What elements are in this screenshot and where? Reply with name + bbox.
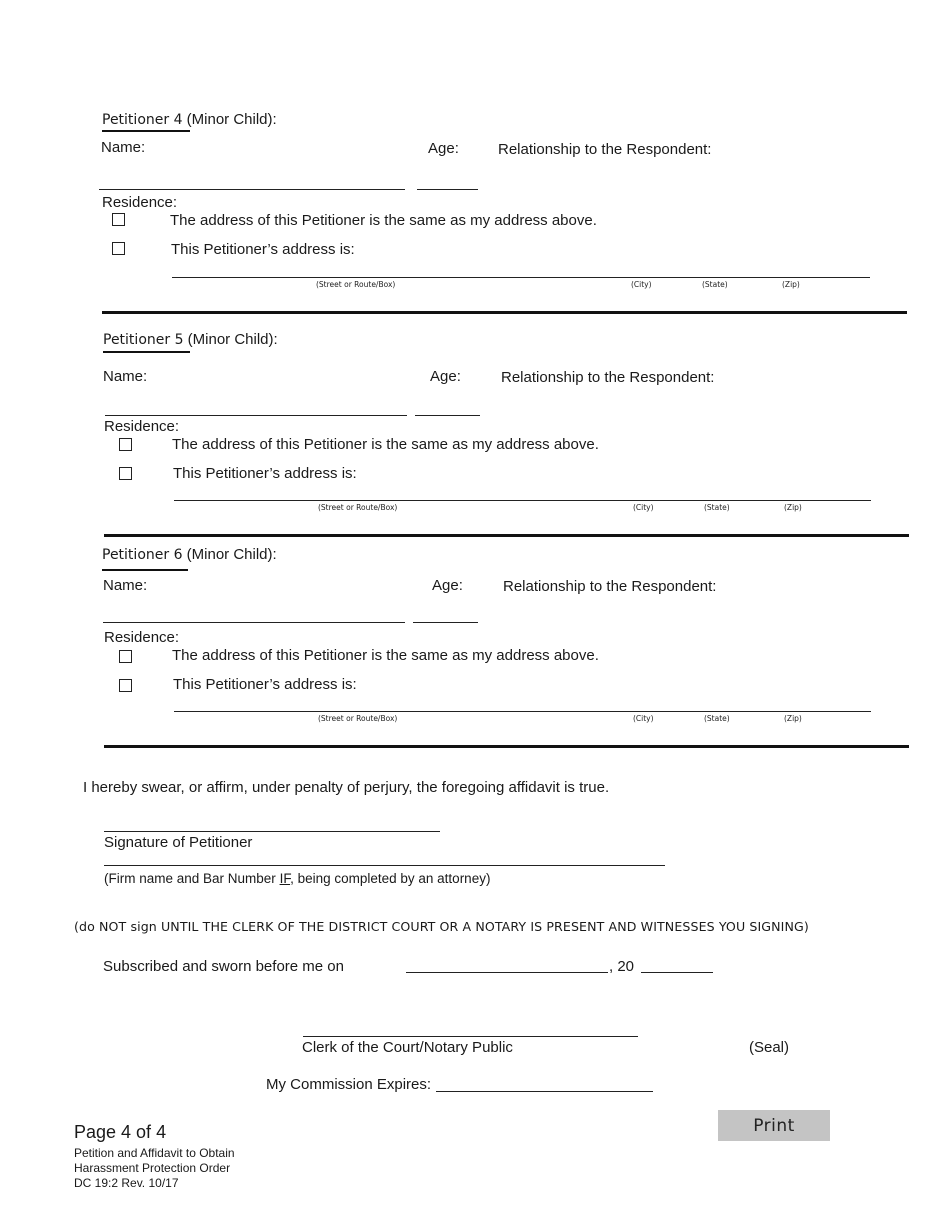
petitioner-signature-field[interactable] — [104, 814, 440, 832]
age-label: Age: — [432, 577, 463, 594]
heading-underline — [102, 569, 188, 571]
print-button[interactable]: Print — [718, 1110, 830, 1141]
zip-caption: (Zip) — [784, 503, 802, 512]
street-caption: (Street or Route/Box) — [318, 714, 398, 723]
name-label: Name: — [101, 139, 146, 156]
age-field[interactable] — [413, 605, 478, 623]
name-field[interactable] — [99, 172, 405, 190]
firm-name-field[interactable] — [104, 848, 665, 866]
city-caption: (City) — [633, 714, 654, 723]
petitioner-heading: Petitioner 4 (Minor Child): — [102, 111, 277, 128]
year-field[interactable] — [641, 955, 713, 973]
city-caption: (City) — [633, 503, 654, 512]
page-number: Page 4 of 4 — [74, 1122, 167, 1142]
subscribed-label: Subscribed and sworn before me on — [103, 958, 344, 975]
state-caption: (State) — [704, 714, 730, 723]
age-label: Age: — [430, 368, 461, 385]
signature-line — [104, 831, 440, 832]
name-label: Name: — [103, 368, 148, 385]
address-field[interactable] — [174, 694, 871, 712]
section-divider — [104, 534, 909, 537]
commission-label: My Commission Expires: — [266, 1076, 432, 1093]
clerk-signature-field[interactable] — [303, 1019, 638, 1037]
city-caption: (City) — [631, 280, 652, 289]
name-line — [99, 189, 405, 190]
relationship-label: Relationship to the Respondent: — [498, 141, 712, 158]
relationship-label: Relationship to the Respondent: — [503, 578, 717, 595]
footer-line-3: DC 19:2 Rev. 10/17 — [74, 1176, 179, 1190]
petitioner-heading: Petitioner 5 (Minor Child): — [103, 331, 278, 348]
clerk-label: Clerk of the Court/Notary Public — [302, 1039, 513, 1056]
age-label: Age: — [428, 140, 459, 157]
clerk-line — [303, 1036, 638, 1037]
residence-label: Residence: — [104, 629, 180, 646]
address-field[interactable] — [172, 260, 870, 278]
state-caption: (State) — [704, 503, 730, 512]
other-address-checkbox[interactable] — [119, 467, 132, 480]
firm-label: (Firm name and Bar Number IF, being completed by an attorney) — [104, 871, 491, 886]
oath-statement: I hereby swear, or affirm, under penalty of perjury, the foregoing affidavit is true. — [83, 779, 610, 796]
other-address-label: This Petitioner’s address is: — [173, 465, 357, 482]
zip-caption: (Zip) — [782, 280, 800, 289]
petitioner-heading: Petitioner 6 (Minor Child): — [102, 546, 277, 563]
heading-underline — [102, 130, 190, 132]
same-address-checkbox[interactable] — [112, 213, 125, 226]
year-line — [641, 972, 713, 973]
same-address-label: The address of this Petitioner is the same as my address above. — [170, 212, 597, 229]
other-address-label: This Petitioner’s address is: — [171, 241, 355, 258]
heading-underline — [103, 351, 190, 353]
age-line — [413, 622, 478, 623]
section-divider — [102, 311, 907, 314]
state-caption: (State) — [702, 280, 728, 289]
street-caption: (Street or Route/Box) — [318, 503, 398, 512]
sworn-date-line — [406, 972, 608, 973]
address-line — [174, 500, 871, 501]
same-address-checkbox[interactable] — [119, 438, 132, 451]
other-address-checkbox[interactable] — [112, 242, 125, 255]
name-line — [103, 622, 405, 623]
same-address-label: The address of this Petitioner is the same as my address above. — [172, 436, 599, 453]
age-field[interactable] — [417, 172, 478, 190]
age-line — [417, 189, 478, 190]
name-field[interactable] — [105, 398, 407, 416]
age-field[interactable] — [415, 398, 480, 416]
seal-label: (Seal) — [749, 1039, 790, 1056]
name-line — [105, 415, 407, 416]
commission-field[interactable] — [436, 1074, 653, 1092]
relationship-label: Relationship to the Respondent: — [501, 369, 715, 386]
commission-line — [436, 1091, 653, 1092]
firm-line — [104, 865, 665, 866]
section-divider — [104, 745, 909, 748]
sworn-date-field[interactable] — [406, 955, 608, 973]
same-address-label: The address of this Petitioner is the same as my address above. — [172, 647, 599, 664]
address-line — [174, 711, 871, 712]
street-caption: (Street or Route/Box) — [316, 280, 396, 289]
residence-label: Residence: — [104, 418, 180, 435]
name-field[interactable] — [103, 605, 405, 623]
address-field[interactable] — [174, 483, 871, 501]
footer-line-2: Harassment Protection Order — [74, 1161, 231, 1175]
other-address-label: This Petitioner’s address is: — [173, 676, 357, 693]
same-address-checkbox[interactable] — [119, 650, 132, 663]
age-line — [415, 415, 480, 416]
zip-caption: (Zip) — [784, 714, 802, 723]
residence-label: Residence: — [102, 194, 178, 211]
year-prefix: , 20 — [609, 958, 635, 975]
address-line — [172, 277, 870, 278]
signing-warning: (do NOT sign UNTIL THE CLERK OF THE DISTRICT COURT OR A NOTARY IS PRESENT AND WITNESSES YOU SIGNING) — [74, 919, 809, 934]
other-address-checkbox[interactable] — [119, 679, 132, 692]
footer-line-1: Petition and Affidavit to Obtain — [74, 1146, 235, 1160]
name-label: Name: — [103, 577, 148, 594]
signature-label: Signature of Petitioner — [104, 834, 253, 851]
